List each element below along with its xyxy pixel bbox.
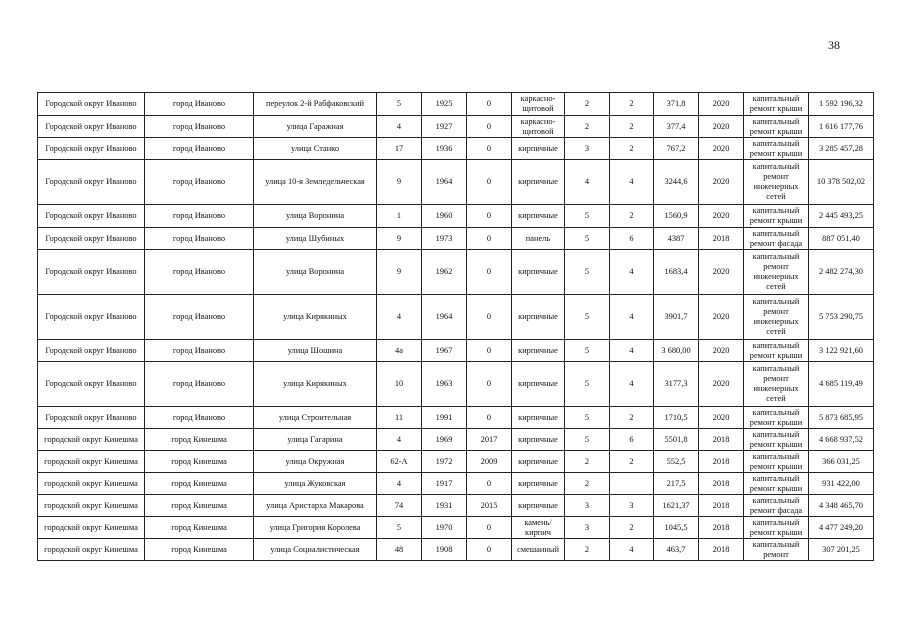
plan-year-cell: 2020	[699, 160, 744, 205]
entrances-cell: 4	[610, 539, 654, 561]
plan-year-cell: 2018	[699, 228, 744, 250]
floors-cell: 5	[565, 362, 610, 407]
city-cell: город Кинешма	[145, 495, 254, 517]
street-cell: улица Гагарина	[254, 429, 377, 451]
year-renovated-cell: 0	[467, 340, 512, 362]
wall-material-cell: кирпичные	[512, 138, 565, 160]
plan-year-cell: 2020	[699, 295, 744, 340]
district-cell: Городской округ Иваново	[38, 407, 145, 429]
street-cell: улица Окружная	[254, 451, 377, 473]
table-row	[38, 451, 874, 473]
table-row	[38, 228, 874, 250]
year-built-cell: 1960	[422, 205, 467, 228]
floors-cell: 5	[565, 250, 610, 295]
floors-cell: 5	[565, 407, 610, 429]
cost-cell: 5 873 685,95	[809, 407, 874, 429]
area-cell: 1560,9	[654, 205, 699, 228]
district-cell: Городской округ Иваново	[38, 160, 145, 205]
table-row	[38, 517, 874, 539]
wall-material-cell: кирпичные	[512, 250, 565, 295]
building-number-cell: 5	[377, 93, 422, 116]
page-number: 38	[828, 38, 840, 52]
year-built-cell: 1969	[422, 429, 467, 451]
district-cell: городской округ Кинешма	[38, 473, 145, 495]
area-cell: 3177,3	[654, 362, 699, 407]
floors-cell: 3	[565, 495, 610, 517]
year-built-cell: 1925	[422, 93, 467, 116]
wall-material-cell: кирпичные	[512, 495, 565, 517]
area-cell: 371,8	[654, 93, 699, 116]
street-cell: улица Аристарха Макарова	[254, 495, 377, 517]
work-type-cell: капитальный ремонт крыши	[744, 340, 809, 362]
plan-year-cell: 2018	[699, 429, 744, 451]
wall-material-cell: кирпичные	[512, 451, 565, 473]
entrances-cell: 4	[610, 295, 654, 340]
plan-year-cell: 2018	[699, 451, 744, 473]
district-cell: Городской округ Иваново	[38, 362, 145, 407]
street-cell: улица Социалистическая	[254, 539, 377, 561]
wall-material-cell: камень/кирпич	[512, 517, 565, 539]
district-cell: Городской округ Иваново	[38, 250, 145, 295]
street-cell: улица Воронина	[254, 250, 377, 295]
area-cell: 1045,5	[654, 517, 699, 539]
work-type-cell: капитальный ремонт инженерных сетей	[744, 160, 809, 205]
work-type-cell: капитальный ремонт крыши	[744, 205, 809, 228]
building-number-cell: 4	[377, 116, 422, 138]
floors-cell: 5	[565, 340, 610, 362]
cost-cell: 3 285 457,28	[809, 138, 874, 160]
street-cell: улица Станко	[254, 138, 377, 160]
wall-material-cell: кирпичные	[512, 429, 565, 451]
plan-year-cell: 2018	[699, 495, 744, 517]
city-cell: город Кинешма	[145, 451, 254, 473]
cost-cell: 1 592 196,32	[809, 93, 874, 116]
year-renovated-cell: 0	[467, 407, 512, 429]
building-number-cell: 4	[377, 429, 422, 451]
year-renovated-cell: 0	[467, 228, 512, 250]
floors-cell: 2	[565, 451, 610, 473]
entrances-cell: 3	[610, 495, 654, 517]
plan-year-cell: 2020	[699, 205, 744, 228]
area-cell: 767,2	[654, 138, 699, 160]
building-number-cell: 4	[377, 295, 422, 340]
cost-cell: 4 685 119,49	[809, 362, 874, 407]
district-cell: Городской округ Иваново	[38, 138, 145, 160]
cost-cell: 887 051,40	[809, 228, 874, 250]
wall-material-cell: кирпичные	[512, 407, 565, 429]
plan-year-cell: 2020	[699, 340, 744, 362]
year-built-cell: 1908	[422, 539, 467, 561]
city-cell: город Иваново	[145, 160, 254, 205]
district-cell: городской округ Кинешма	[38, 451, 145, 473]
district-cell: городской округ Кинешма	[38, 495, 145, 517]
entrances-cell: 6	[610, 228, 654, 250]
plan-year-cell: 2020	[699, 93, 744, 116]
floors-cell: 5	[565, 429, 610, 451]
plan-year-cell: 2020	[699, 407, 744, 429]
building-number-cell: 5	[377, 517, 422, 539]
table-row	[38, 138, 874, 160]
city-cell: город Иваново	[145, 205, 254, 228]
housing-repair-table	[37, 92, 874, 561]
cost-cell: 366 031,25	[809, 451, 874, 473]
city-cell: город Иваново	[145, 250, 254, 295]
year-renovated-cell: 0	[467, 160, 512, 205]
plan-year-cell: 2018	[699, 539, 744, 561]
table-row	[38, 93, 874, 116]
area-cell: 1621,37	[654, 495, 699, 517]
entrances-cell: 4	[610, 362, 654, 407]
floors-cell: 3	[565, 517, 610, 539]
building-number-cell: 4а	[377, 340, 422, 362]
entrances-cell: 2	[610, 93, 654, 116]
building-number-cell: 62-А	[377, 451, 422, 473]
entrances-cell: 2	[610, 451, 654, 473]
street-cell: улица Строительная	[254, 407, 377, 429]
cost-cell: 931 422,00	[809, 473, 874, 495]
entrances-cell	[610, 473, 654, 495]
entrances-cell: 6	[610, 429, 654, 451]
work-type-cell: капитальный ремонт крыши	[744, 429, 809, 451]
building-number-cell: 48	[377, 539, 422, 561]
year-built-cell: 1991	[422, 407, 467, 429]
building-number-cell: 9	[377, 250, 422, 295]
building-number-cell: 74	[377, 495, 422, 517]
entrances-cell: 2	[610, 116, 654, 138]
entrances-cell: 2	[610, 517, 654, 539]
year-renovated-cell: 2015	[467, 495, 512, 517]
floors-cell: 5	[565, 205, 610, 228]
year-built-cell: 1962	[422, 250, 467, 295]
work-type-cell: капитальный ремонт крыши	[744, 116, 809, 138]
street-cell: улица Кирякиных	[254, 362, 377, 407]
floors-cell: 2	[565, 116, 610, 138]
wall-material-cell: каркасно-щитовой	[512, 116, 565, 138]
entrances-cell: 2	[610, 205, 654, 228]
year-renovated-cell: 0	[467, 362, 512, 407]
work-type-cell: капитальный ремонт крыши	[744, 517, 809, 539]
area-cell: 217,5	[654, 473, 699, 495]
work-type-cell: капитальный ремонт фасада	[744, 495, 809, 517]
city-cell: город Кинешма	[145, 429, 254, 451]
entrances-cell: 2	[610, 407, 654, 429]
work-type-cell: капитальный ремонт крыши	[744, 138, 809, 160]
street-cell: улица Григория Королева	[254, 517, 377, 539]
year-renovated-cell: 0	[467, 205, 512, 228]
year-built-cell: 1964	[422, 295, 467, 340]
table-row	[38, 362, 874, 407]
city-cell: город Кинешма	[145, 539, 254, 561]
street-cell: улица Жуковская	[254, 473, 377, 495]
year-built-cell: 1927	[422, 116, 467, 138]
year-renovated-cell: 0	[467, 517, 512, 539]
city-cell: город Кинешма	[145, 517, 254, 539]
wall-material-cell: каркасно-щитовой	[512, 93, 565, 116]
cost-cell: 5 753 290,75	[809, 295, 874, 340]
street-cell: улица Гаражная	[254, 116, 377, 138]
year-built-cell: 1931	[422, 495, 467, 517]
plan-year-cell: 2018	[699, 473, 744, 495]
area-cell: 552,5	[654, 451, 699, 473]
cost-cell: 4 348 465,70	[809, 495, 874, 517]
table-row	[38, 160, 874, 205]
district-cell: Городской округ Иваново	[38, 295, 145, 340]
wall-material-cell: смешанный	[512, 539, 565, 561]
work-type-cell: капитальный ремонт крыши	[744, 93, 809, 116]
year-renovated-cell: 0	[467, 138, 512, 160]
table-row	[38, 205, 874, 228]
cost-cell: 2 445 493,25	[809, 205, 874, 228]
floors-cell: 5	[565, 228, 610, 250]
city-cell: город Иваново	[145, 407, 254, 429]
cost-cell: 10 378 502,02	[809, 160, 874, 205]
year-renovated-cell: 0	[467, 295, 512, 340]
city-cell: город Иваново	[145, 340, 254, 362]
district-cell: Городской округ Иваново	[38, 93, 145, 116]
city-cell: город Иваново	[145, 228, 254, 250]
work-type-cell: капитальный ремонт фасада	[744, 228, 809, 250]
floors-cell: 2	[565, 473, 610, 495]
year-renovated-cell: 0	[467, 93, 512, 116]
table-row	[38, 495, 874, 517]
building-number-cell: 10	[377, 362, 422, 407]
district-cell: Городской округ Иваново	[38, 205, 145, 228]
cost-cell: 307 201,25	[809, 539, 874, 561]
year-renovated-cell: 2017	[467, 429, 512, 451]
wall-material-cell: кирпичные	[512, 295, 565, 340]
area-cell: 4387	[654, 228, 699, 250]
area-cell: 3244,6	[654, 160, 699, 205]
year-built-cell: 1936	[422, 138, 467, 160]
district-cell: Городской округ Иваново	[38, 116, 145, 138]
district-cell: Городской округ Иваново	[38, 340, 145, 362]
building-number-cell: 9	[377, 228, 422, 250]
area-cell: 5501,8	[654, 429, 699, 451]
year-built-cell: 1967	[422, 340, 467, 362]
year-built-cell: 1970	[422, 517, 467, 539]
building-number-cell: 4	[377, 473, 422, 495]
wall-material-cell: кирпичные	[512, 205, 565, 228]
street-cell: улица Шубиных	[254, 228, 377, 250]
city-cell: город Кинешма	[145, 473, 254, 495]
area-cell: 1710,5	[654, 407, 699, 429]
area-cell: 3 680,00	[654, 340, 699, 362]
work-type-cell: капитальный ремонт крыши	[744, 473, 809, 495]
table-row	[38, 429, 874, 451]
table-row	[38, 407, 874, 429]
table-row	[38, 340, 874, 362]
year-renovated-cell: 0	[467, 116, 512, 138]
city-cell: город Иваново	[145, 116, 254, 138]
year-renovated-cell: 0	[467, 539, 512, 561]
year-renovated-cell: 2009	[467, 451, 512, 473]
entrances-cell: 4	[610, 340, 654, 362]
cost-cell: 2 482 274,30	[809, 250, 874, 295]
table-row	[38, 116, 874, 138]
wall-material-cell: кирпичные	[512, 340, 565, 362]
work-type-cell: капитальный ремонт инженерных сетей	[744, 250, 809, 295]
city-cell: город Иваново	[145, 362, 254, 407]
city-cell: город Иваново	[145, 93, 254, 116]
year-built-cell: 1972	[422, 451, 467, 473]
plan-year-cell: 2020	[699, 250, 744, 295]
plan-year-cell: 2020	[699, 116, 744, 138]
year-built-cell: 1973	[422, 228, 467, 250]
table-body	[38, 93, 874, 561]
table-row	[38, 539, 874, 561]
wall-material-cell: кирпичные	[512, 160, 565, 205]
entrances-cell: 4	[610, 160, 654, 205]
work-type-cell: капитальный ремонт крыши	[744, 451, 809, 473]
work-type-cell: капитальный ремонт	[744, 539, 809, 561]
floors-cell: 3	[565, 138, 610, 160]
district-cell: городской округ Кинешма	[38, 539, 145, 561]
building-number-cell: 9	[377, 160, 422, 205]
wall-material-cell: кирпичные	[512, 473, 565, 495]
plan-year-cell: 2018	[699, 517, 744, 539]
plan-year-cell: 2020	[699, 362, 744, 407]
building-number-cell: 1	[377, 205, 422, 228]
table-row	[38, 250, 874, 295]
year-built-cell: 1917	[422, 473, 467, 495]
table-row	[38, 473, 874, 495]
floors-cell: 2	[565, 539, 610, 561]
table-row	[38, 295, 874, 340]
work-type-cell: капитальный ремонт крыши	[744, 407, 809, 429]
floors-cell: 4	[565, 160, 610, 205]
entrances-cell: 4	[610, 250, 654, 295]
city-cell: город Иваново	[145, 295, 254, 340]
area-cell: 3901,7	[654, 295, 699, 340]
building-number-cell: 11	[377, 407, 422, 429]
street-cell: переулок 2-й Рабфаковский	[254, 93, 377, 116]
building-number-cell: 17	[377, 138, 422, 160]
floors-cell: 5	[565, 295, 610, 340]
floors-cell: 2	[565, 93, 610, 116]
area-cell: 1683,4	[654, 250, 699, 295]
entrances-cell: 2	[610, 138, 654, 160]
cost-cell: 3 122 921,60	[809, 340, 874, 362]
district-cell: Городской округ Иваново	[38, 228, 145, 250]
street-cell: улица Шошина	[254, 340, 377, 362]
street-cell: улица Воронина	[254, 205, 377, 228]
year-built-cell: 1964	[422, 160, 467, 205]
street-cell: улица Кирякиных	[254, 295, 377, 340]
cost-cell: 1 616 177,76	[809, 116, 874, 138]
cost-cell: 4 477 249,20	[809, 517, 874, 539]
city-cell: город Иваново	[145, 138, 254, 160]
street-cell: улица 10-я Земледельческая	[254, 160, 377, 205]
area-cell: 463,7	[654, 539, 699, 561]
work-type-cell: капитальный ремонт инженерных сетей	[744, 295, 809, 340]
area-cell: 377,4	[654, 116, 699, 138]
plan-year-cell: 2020	[699, 138, 744, 160]
wall-material-cell: панель	[512, 228, 565, 250]
work-type-cell: капитальный ремонт инженерных сетей	[744, 362, 809, 407]
district-cell: городской округ Кинешма	[38, 429, 145, 451]
year-renovated-cell: 0	[467, 473, 512, 495]
cost-cell: 4 668 937,52	[809, 429, 874, 451]
district-cell: городской округ Кинешма	[38, 517, 145, 539]
year-renovated-cell: 0	[467, 250, 512, 295]
year-built-cell: 1963	[422, 362, 467, 407]
wall-material-cell: кирпичные	[512, 362, 565, 407]
